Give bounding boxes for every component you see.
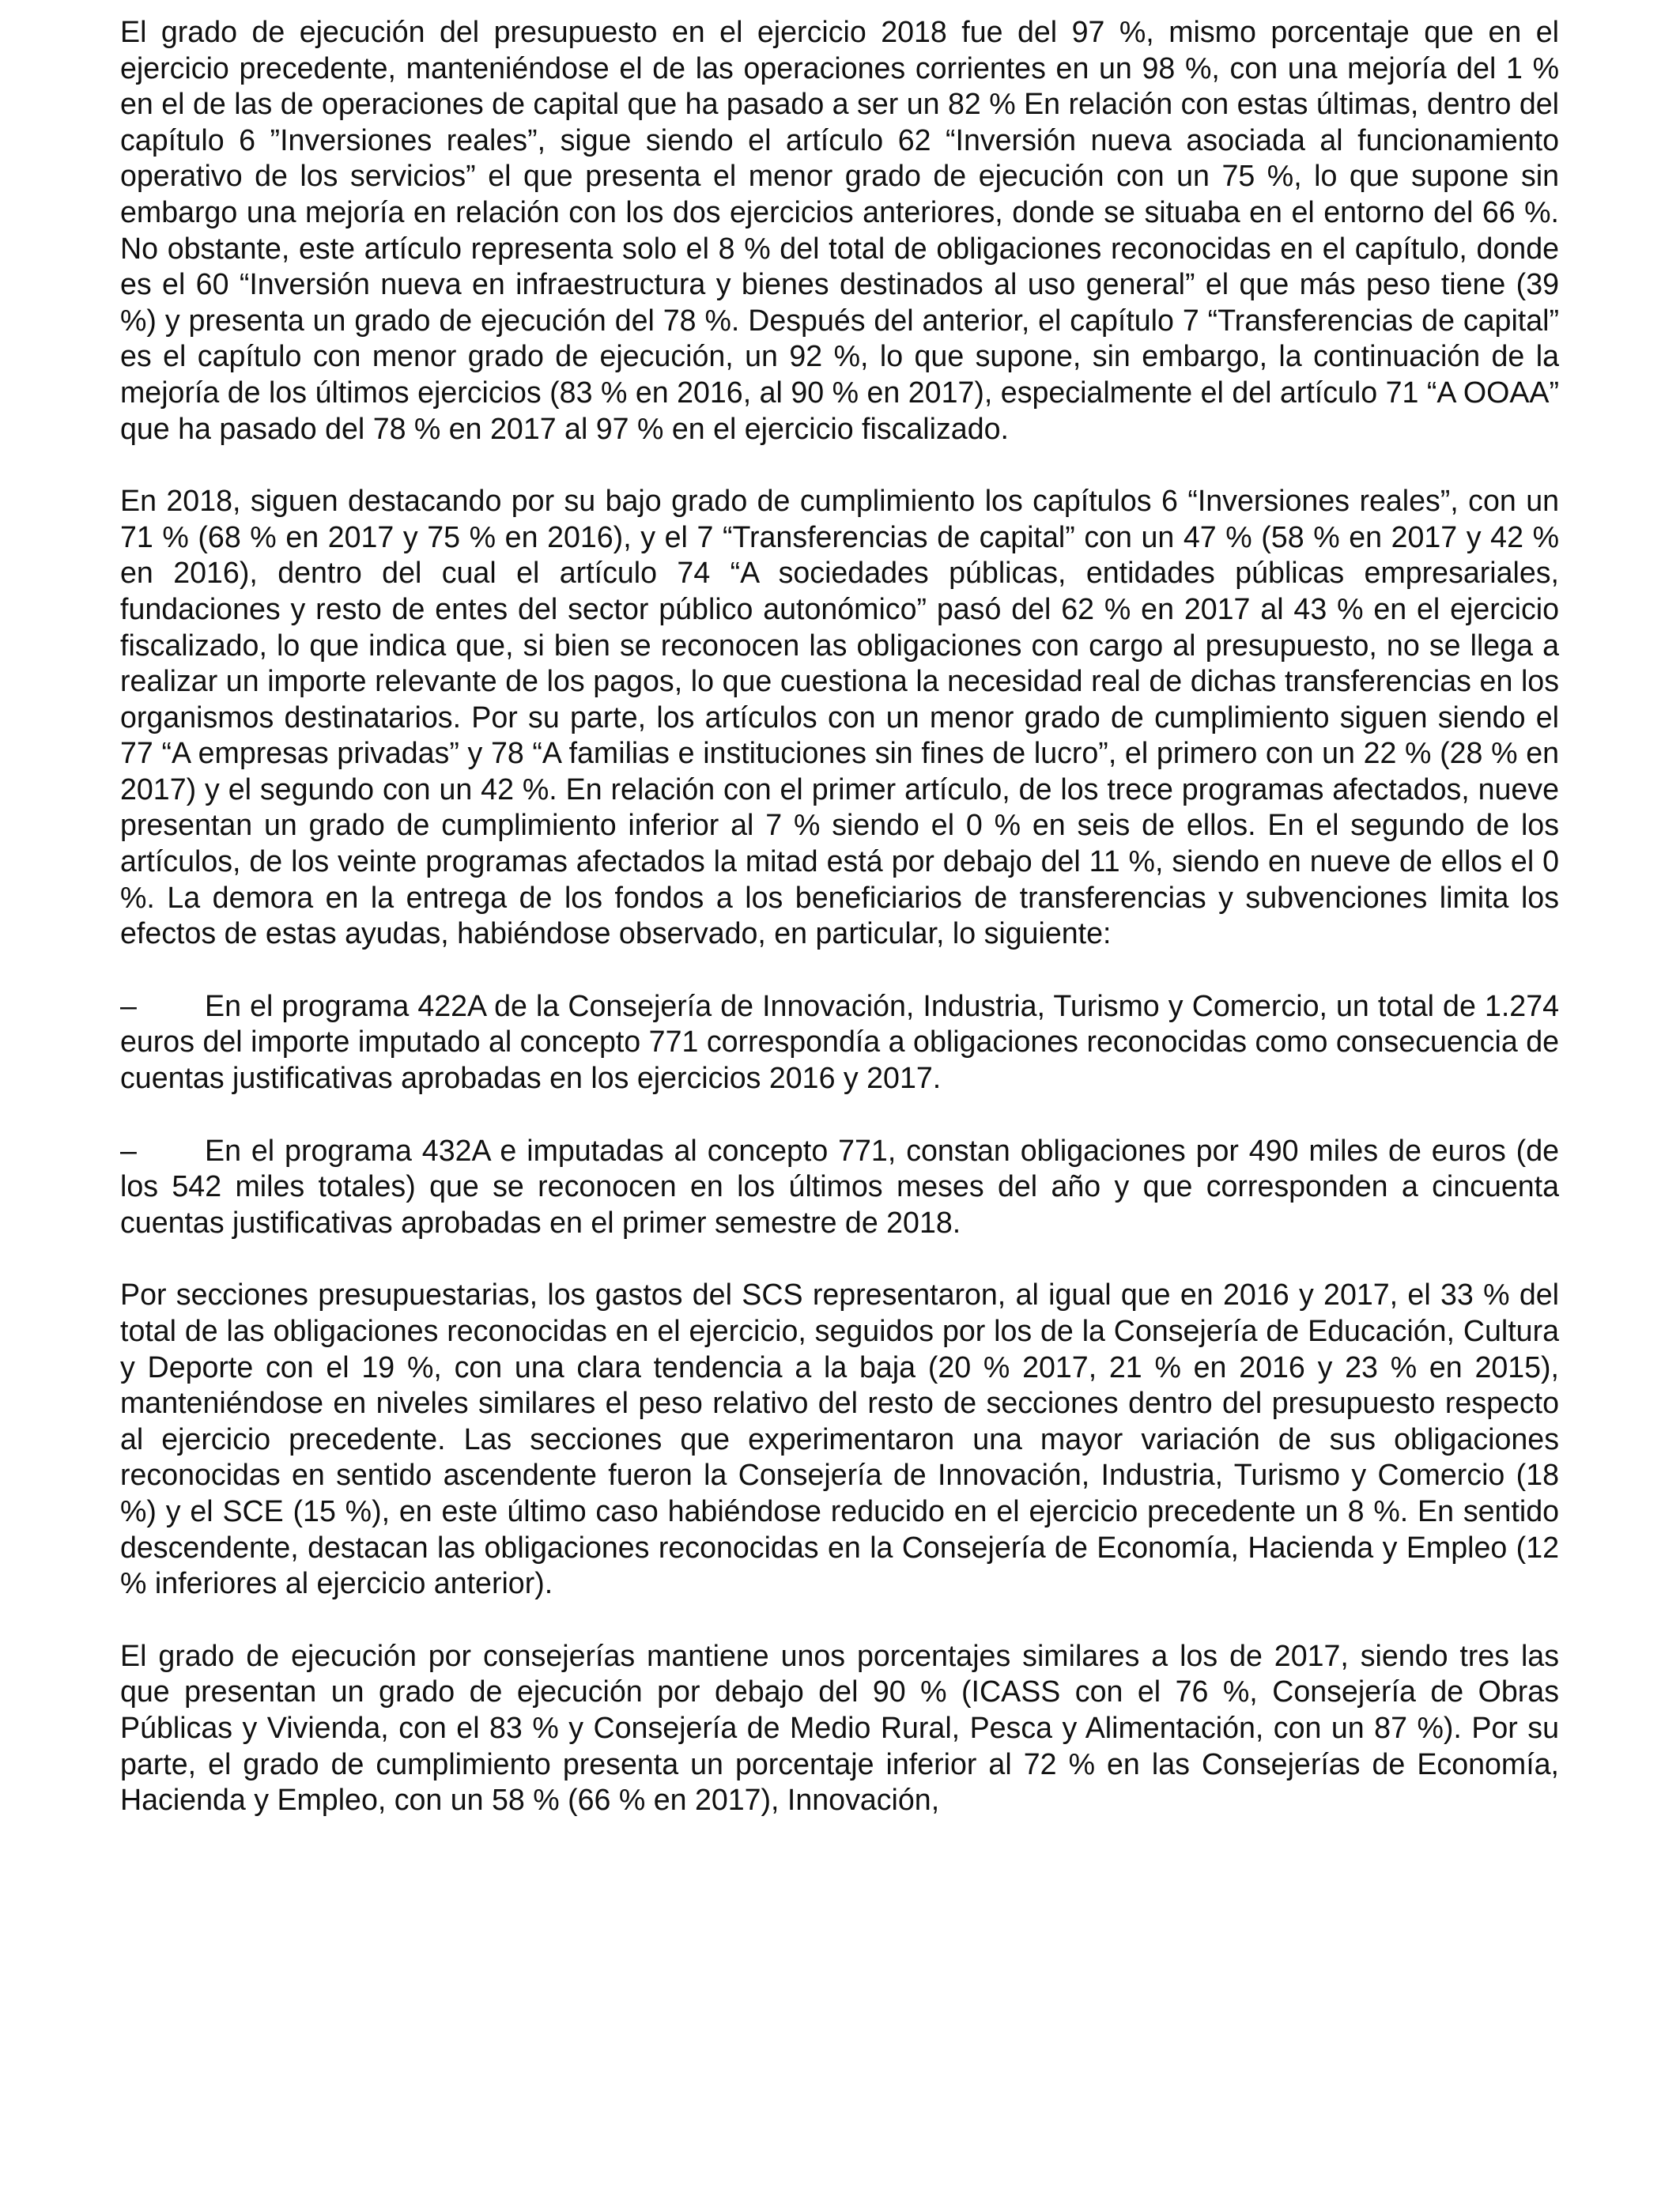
document-page <box>120 14 1559 1855</box>
bullet-text: En el programa 432A e imputadas al concepto 771, constan obligaciones por 490 miles de euros (de los 542 miles totales) que se reconocen en los últimos meses del año y que corresponden a cincuenta cuentas justificativas aprobadas en el primer semestre de 2018. <box>120 1133 1559 1239</box>
paragraph-budget-sections: Por secciones presupuestarias, los gastos del SCS representaron, al igual que en 2016 y 2017, el 33 % del total de las obligaciones reconocidas en el ejercicio, seguidos por los de la Consejería de Educación, Cultura y Deporte con el 19 %, con una clara tendencia a la baja (20 % 2017, 21 % en 2016 y 23 % en 2015), manteniéndose en niveles similares el peso relativo del resto de secciones dentro del presupuesto respecto al ejercicio precedente. Las secciones que experimentaron una mayor variación de sus obligaciones reconocidas en sentido ascendente fueron la Consejería de Innovación, Industria, Turismo y Comercio (18 %) y el SCE (15 %), en este último caso habiéndose reducido en el ejercicio precedente un 8 %. En sentido descendente, destacan las obligaciones reconocidas en la Consejería de Economía, Hacienda y Empleo (12 % inferiores al ejercicio anterior). <box>120 1278 1559 1600</box>
paragraph-compliance-chapters: En 2018, siguen destacando por su bajo grado de cumplimiento los capítulos 6 “Inversiones reales”, con un 71 % (68 % en 2017 y 75 % en 2016), y el 7 “Transferencias de capital” con un 47 % (58 % en 2017 y 42 % en 2016), dentro del cual el artículo 74 “A sociedades públicas, entidades públicas empresariales, fundaciones y resto de entes del sector público autonómico” pasó del 62 % en 2017 al 43 % en el ejercicio fiscalizado, lo que indica que, si bien se reconocen las obligaciones con cargo al presupuesto, no se llega a realizar un importe relevante de los pagos, lo que cuestiona la necesidad real de dichas transferencias en los organismos destinatarios. Por su parte, los artículos con un menor grado de cumplimiento siguen siendo el 77 “A empresas privadas” y 78 “A familias e instituciones sin fines de lucro”, el primero con un 22 % (28 % en 2017) y el segundo con un 42 %. En relación con el primer artículo, de los trece programas afectados, nueve presentan un grado de cumplimiento inferior al 7 % siendo el 0 % en seis de ellos. En el segundo de los artículos, de los veinte programas afectados la mitad está por debajo del 11 %, siendo en nueve de ellos el 0 %. La demora en la entrega de los fondos a los beneficiarios de transferencias y subvenciones limita los efectos de estas ayudas, habiéndose observado, en particular, lo siguiente: <box>120 484 1559 950</box>
paragraph-execution-by-department: El grado de ejecución por consejerías mantiene unos porcentajes similares a los de 2017, siendo tres las que presentan un grado de ejecución por debajo del 90 % (ICASS con el 76 %, Consejería de Obras Públicas y Vivienda, con el 83 % y Consejería de Medio Rural, Pesca y Alimentación, con un 87 %). Por su parte, el grado de cumplimiento presenta un porcentaje inferior al 72 % en las Consejerías de Economía, Hacienda y Empleo, con un 58 % (66 % en 2017), Innovación, <box>120 1638 1559 1817</box>
bullet-item-program-422a <box>120 988 1559 1097</box>
bullet-text: En el programa 422A de la Consejería de Innovación, Industria, Turismo y Comercio, un total de 1.274 euros del importe imputado al concepto 771 correspondía a obligaciones reconocidas como consecuencia de cuentas justificativas aprobadas en los ejercicios 2016 y 2017. <box>120 988 1559 1095</box>
dash-bullet-marker: – <box>120 988 137 1022</box>
paragraph-budget-execution: El grado de ejecución del presupuesto en el ejercicio 2018 fue del 97 %, mismo porcentaje que en el ejercicio precedente, manteniéndose el de las operaciones corrientes en un 98 %, con una mejoría del 1 % en el de las de operaciones de capital que ha pasado a ser un 82 % En relación con estas últimas, dentro del capítulo 6 ”Inversiones reales”, sigue siendo el artículo 62 “Inversión nueva asociada al funcionamiento operativo de los servicios” el que presenta el menor grado de ejecución con un 75 %, lo que supone sin embargo una mejoría en relación con los dos ejercicios anteriores, donde se situaba en el entorno del 66 %. No obstante, este artículo representa solo el 8 % del total de obligaciones reconocidas en el capítulo, donde es el 60 “Inversión nueva en infraestructura y bienes destinados al uso general” el que más peso tiene (39 %) y presenta un grado de ejecución del 78 %. Después del anterior, el capítulo 7 “Transferencias de capital” es el capítulo con menor grado de ejecución, un 92 %, lo que supone, sin embargo, la continuación de la mejoría de los últimos ejercicios (83 % en 2016, al 90 % en 2017), especialmente el del artículo 71 “A OOAA” que ha pasado del 78 % en 2017 al 97 % en el ejercicio fiscalizado. <box>120 15 1559 445</box>
bullet-item-program-432a <box>120 1133 1559 1241</box>
dash-bullet-marker: – <box>120 1133 137 1167</box>
